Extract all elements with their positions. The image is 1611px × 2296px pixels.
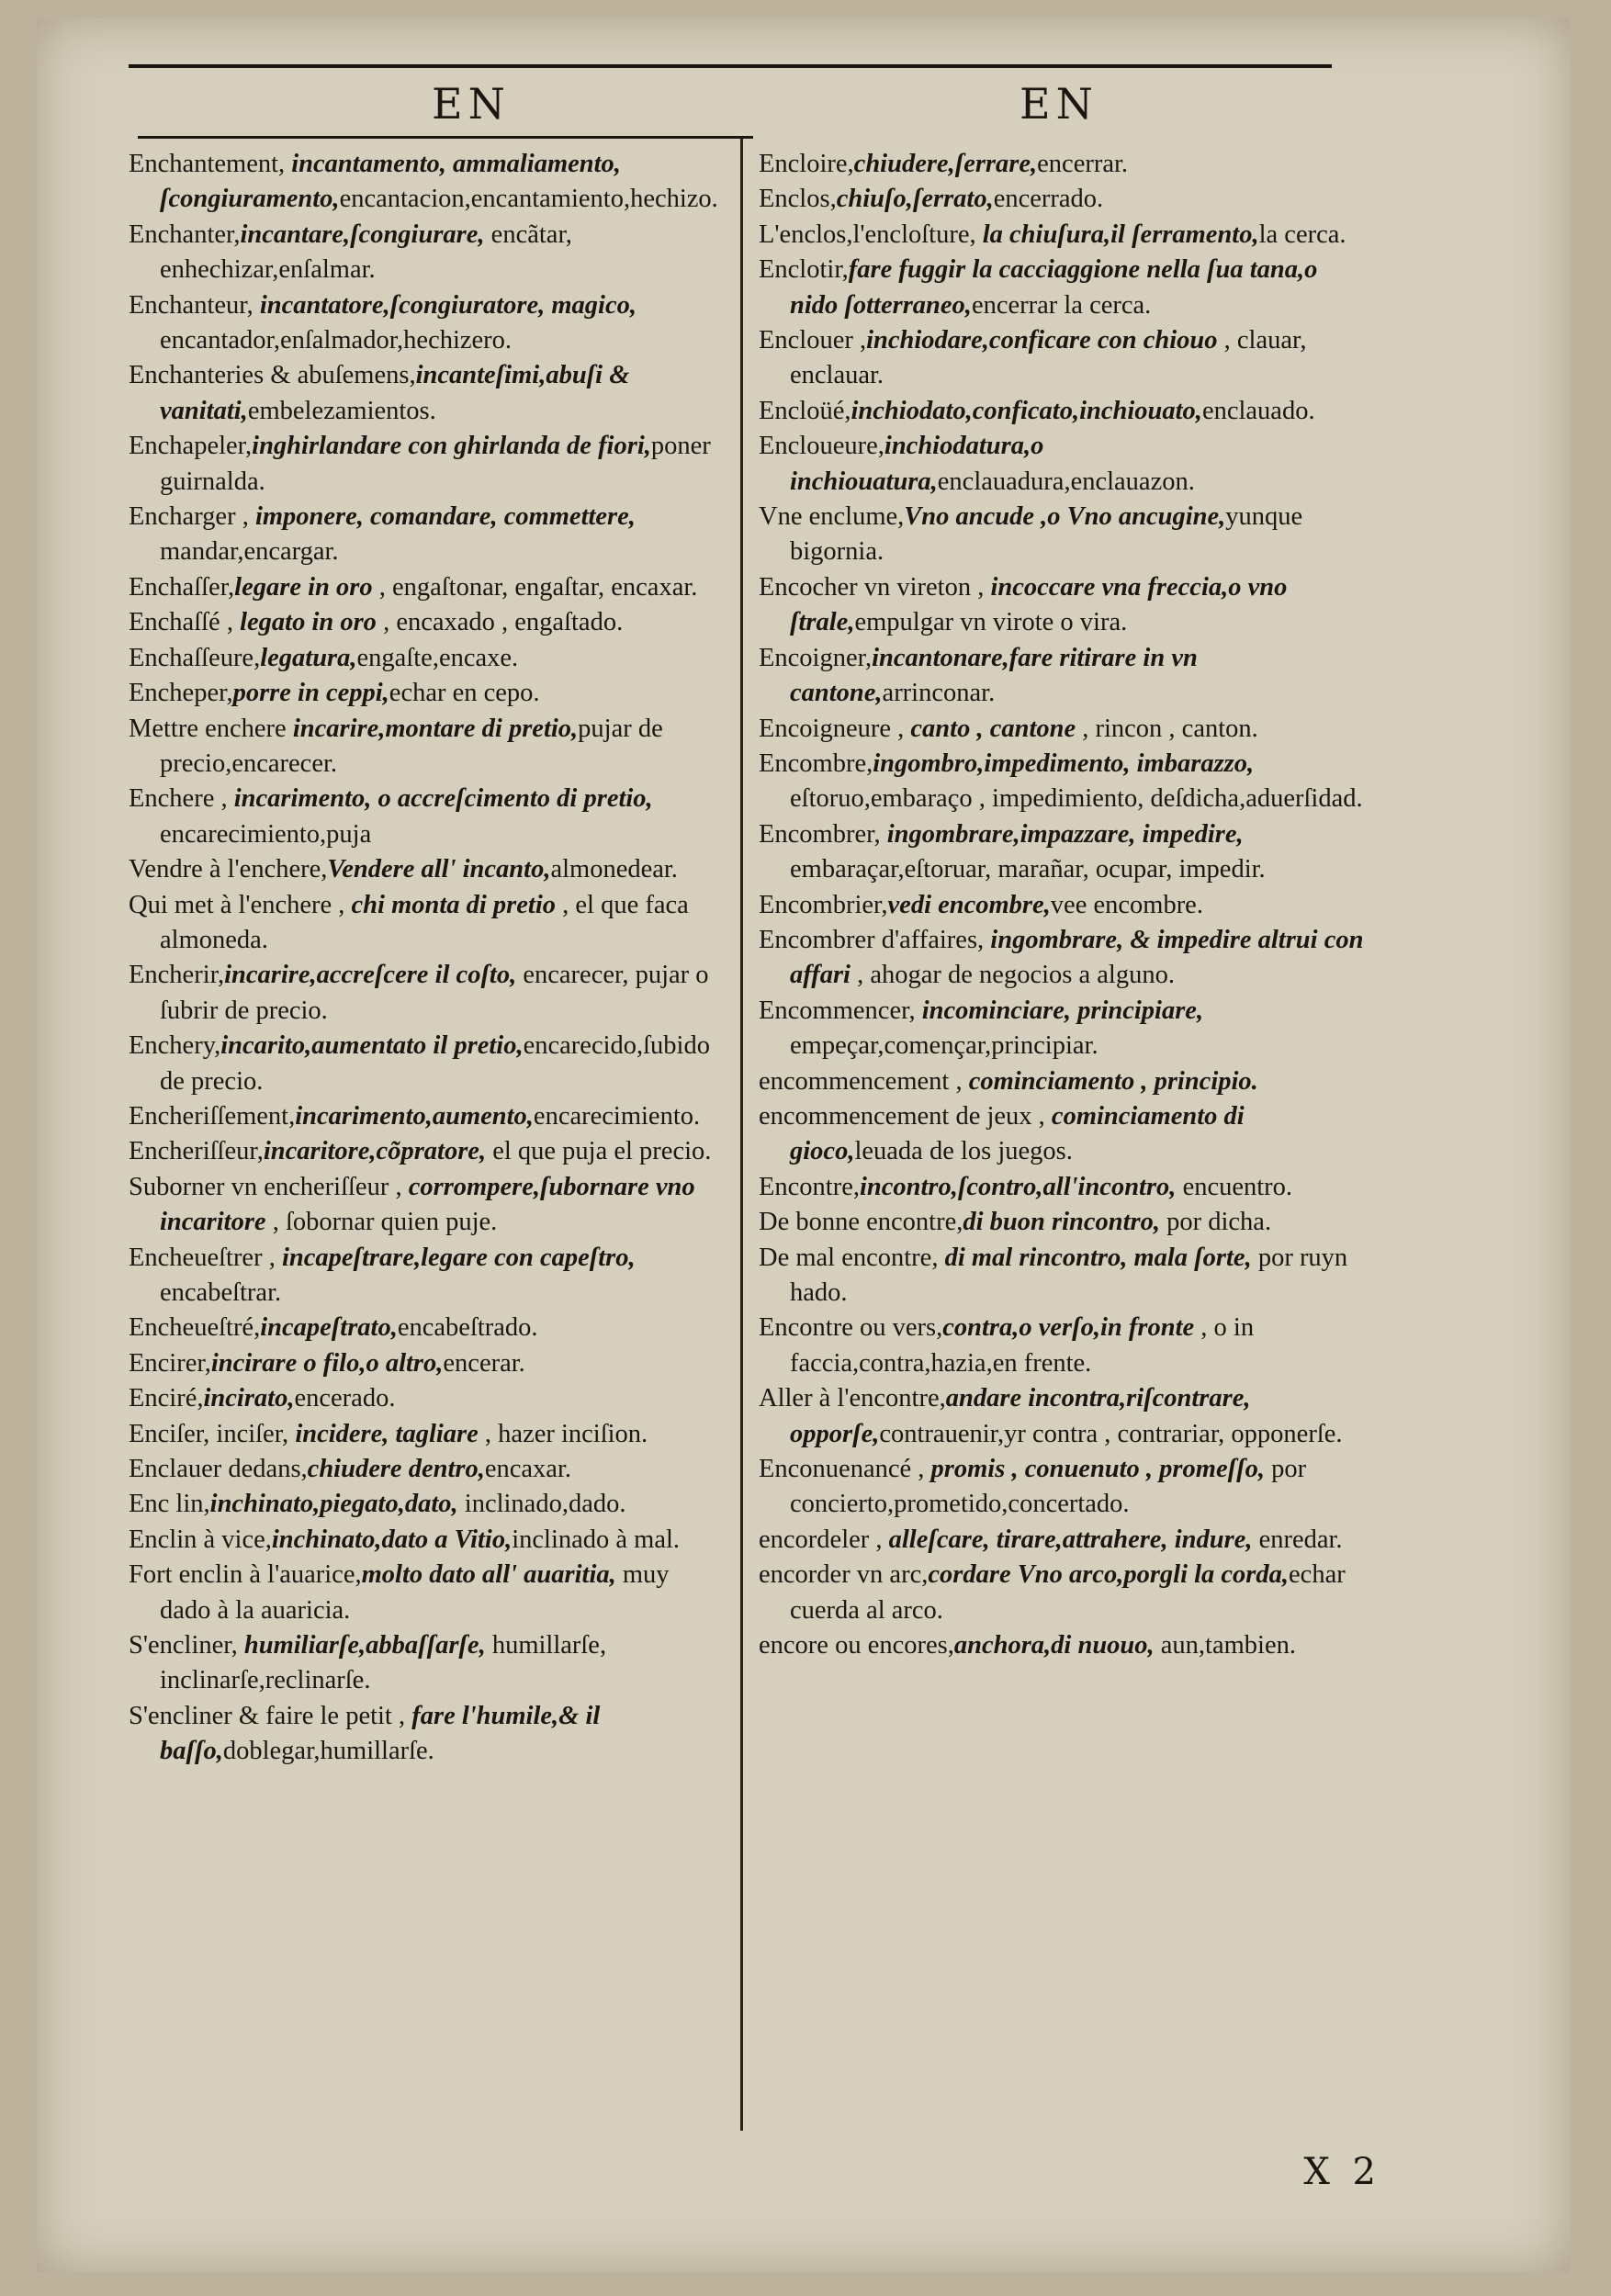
entry-headword: Enchanter, [129,219,241,249]
entry-spanish: , clauar, enclauar. [790,326,1307,390]
dictionary-entry [129,1099,726,1134]
entry-italian: canto , cantone [904,714,1076,743]
entry-italian: inchiodatura,o inchiouatura, [790,432,1044,496]
entry-headword: Encontre ou vers, [759,1313,943,1343]
entry-spanish: mandar,encargar. [160,537,339,567]
dictionary-entry [129,641,726,676]
entry-italian: incaritore,cõpratore, [263,1137,487,1166]
dictionary-entry [129,218,726,288]
dictionary-entry [759,747,1365,817]
entry-headword: encordeler , [759,1525,883,1554]
entry-spanish: contrauenir,yr contra , contrariar, opponerſe. [879,1419,1343,1448]
entry-headword: Encommencer, [759,996,916,1025]
entry-headword: Fort enclin à l'auarice, [129,1560,362,1590]
entry-headword: Encheriſſement, [129,1101,296,1131]
dictionary-entry [129,570,726,605]
dictionary-entry [129,852,726,887]
entry-headword: Encombrier, [759,890,888,919]
dictionary-entry [759,429,1365,500]
entry-italian: inghirlandare con ghirlanda de fiori, [252,432,651,461]
dictionary-entry [129,500,726,570]
entry-spanish: encarecimiento,puja [160,819,372,849]
entry-headword: Enchanteur, [129,290,253,320]
entry-italian: inchinato,dato a Vitio, [271,1525,513,1554]
dictionary-entry [129,1452,726,1487]
right-column [759,147,1365,1663]
entry-headword: Encheueſtré, [129,1313,261,1343]
dictionary-entry [759,994,1365,1064]
entry-spanish: encarecimiento. [533,1101,701,1131]
entry-spanish: , hazer inciſion. [478,1419,648,1448]
dictionary-entry [759,1170,1365,1205]
dictionary-entry [129,147,726,218]
entry-italian: vedi encombre, [887,890,1051,919]
entry-spanish: empulgar vn virote o vira. [854,608,1128,637]
entry-headword: Encloüé, [759,396,851,425]
entry-spanish: inclinado à mal. [512,1525,681,1554]
dictionary-entry [759,394,1365,429]
dictionary-entry [759,923,1365,994]
dictionary-entry [129,782,726,852]
entry-italian: alleſcare, tirare,attrahere, indure, [882,1525,1253,1554]
entry-spanish: vee encombre. [1050,890,1203,919]
entry-spanish: , ahogar de negocios a alguno. [850,961,1175,990]
entry-spanish: doblegar,humillarſe. [222,1737,434,1766]
entry-headword: encore ou encores, [759,1631,954,1660]
entry-spanish: pujar de precio,encarecer. [160,714,663,778]
entry-italian: incantamento, ammaliamento, ſcongiuramento, [160,150,621,214]
entry-headword: Encheueſtrer , [129,1243,276,1272]
dictionary-entry [759,641,1365,712]
entry-spanish: poner guirnalda. [160,432,711,496]
entry-headword: Enc lin, [129,1490,210,1519]
entry-spanish: encerar. [443,1348,525,1378]
entry-headword: Encombrer, [759,819,881,849]
entry-headword: Enchere , [129,784,228,814]
entry-italian: chi monta di pretio [344,890,557,919]
entry-spanish: encerado. [294,1384,396,1413]
dictionary-entry [759,1241,1365,1311]
entry-spanish: empeçar,començar,principiar. [790,1031,1098,1061]
entry-spanish: enclauado. [1201,396,1315,425]
dictionary-entry [759,1523,1365,1558]
top-rule [129,64,1332,68]
entry-spanish: por dicha. [1160,1208,1272,1237]
entry-spanish: eſtoruo,embaraço , impedimiento, deſdicha,aduerſidad. [790,784,1363,814]
entry-spanish: encabeſtrado. [397,1313,538,1343]
left-column [129,147,726,1770]
entry-headword: Enconuenancé , [759,1455,925,1484]
entry-headword: Enchanteries & abuſemens, [129,361,416,390]
entry-italian: chiudere,ſerrare, [853,150,1038,178]
entry-headword: Vne enclume, [759,502,905,532]
entry-italian: fare fuggir la cacciaggione nella ſua tana,o nido ſotterraneo, [790,255,1318,320]
dictionary-entry [129,288,726,359]
entry-spanish: embelezamientos. [247,396,436,425]
entry-spanish: encantacion,encantamiento,hechizo. [339,185,718,214]
entry-headword: Enciſer, inciſer, [129,1419,289,1448]
dictionary-entry [759,1099,1365,1170]
entry-headword: Enclos, [759,185,837,214]
entry-spanish: encarecer, pujar o ſubrir de precio. [160,961,709,1025]
dictionary-entry [759,817,1365,888]
entry-headword: S'encliner & faire le petit , [129,1701,406,1730]
entry-spanish: encãtar, enhechizar,enſalmar. [160,219,572,285]
entry-spanish: por ruyn hado. [790,1243,1348,1307]
entry-italian: incarimento,aumento, [295,1101,534,1131]
entry-headword: Encheriſſeur, [129,1137,264,1166]
entry-headword: Encirer, [129,1348,211,1378]
dictionary-entry [759,147,1365,182]
entry-headword: encorder vn arc, [759,1560,929,1590]
entry-spanish: , el que faca almoneda. [160,890,689,954]
entry-italian: incidere, tagliare [288,1419,479,1448]
entry-spanish: , rincon , canton. [1076,714,1258,743]
dictionary-entry [759,1381,1365,1452]
entry-italian: incanteſimi,abuſi & vanitati, [160,361,630,425]
entry-headword: Encombre, [759,748,873,778]
entry-headword: Suborner vn encheriſſeur , [129,1172,402,1201]
entry-spanish: enclauadura,enclauazon. [937,467,1195,496]
entry-spanish: , encaxado , engaſtado. [376,608,624,637]
entry-italian: ingombrare,impazzare, impedire, [880,819,1244,849]
entry-headword: Enchaſſeure, [129,643,261,672]
entry-headword: De mal encontre, [759,1243,939,1272]
entry-headword: Enclin à vice, [129,1525,272,1554]
entry-italian: imponere, comandare, commettere, [248,502,636,532]
entry-spanish: encuentro. [1176,1172,1293,1201]
entry-italian: incontro,ſcontro,all'incontro, [860,1172,1177,1201]
entry-headword: Encloueure, [759,432,884,461]
entry-spanish: echar en cepo. [389,679,540,708]
entry-italian: incarire,montare di pretio, [292,714,579,743]
dictionary-entry [759,500,1365,570]
entry-spanish: encerrar. [1037,150,1129,178]
entry-spanish: aun,tambien. [1154,1631,1296,1660]
entry-headword: Enchapeler, [129,432,253,461]
entry-headword: Encoigner, [759,643,873,672]
dictionary-entry [129,1311,726,1345]
entry-headword: Encloire, [759,150,854,178]
dictionary-entry [129,888,726,959]
entry-spanish: yunque bigornia. [790,502,1303,567]
entry-italian: incirato, [203,1384,295,1413]
dictionary-entry [129,358,726,429]
entry-spanish: la cerca. [1258,219,1346,249]
entry-italian: ingombrare, & impedire altrui con affari [790,925,1364,990]
dictionary-entry [129,1134,726,1169]
dictionary-entry [129,1346,726,1381]
dictionary-entry [129,1628,726,1699]
entry-italian: legare in oro [234,572,373,602]
dictionary-entry [759,1558,1365,1628]
entry-spanish: engaſte,encaxe. [356,643,519,672]
entry-italian: incarire,accreſcere il coſto, [224,961,517,990]
dictionary-entry [759,323,1365,394]
entry-italian: di mal rincontro, mala ſorte, [938,1243,1252,1272]
entry-spanish: encabeſtrar. [160,1278,282,1307]
entry-italian: ingombro,impedimento, imbarazzo, [873,748,1255,778]
entry-italian: incantatore,ſcongiuratore, magico, [253,290,637,320]
entry-spanish: encarecido,ſubido de precio. [160,1031,710,1096]
dictionary-entry [759,570,1365,641]
entry-headword: Encharger , [129,502,249,532]
entry-spanish: por concierto,prometido,concertado. [790,1455,1307,1519]
entry-italian: anchora,di nuouo, [953,1631,1155,1660]
entry-spanish: , o in faccia,contra,hazia,en frente. [790,1313,1255,1378]
dictionary-entry [129,1417,726,1452]
dictionary-entry [129,1241,726,1311]
entry-headword: Enclauer dedans, [129,1455,308,1484]
entry-italian: legato in oro [232,608,377,637]
entry-italian: incantare,ſcongiurare, [240,219,485,249]
entry-italian: humiliarſe,abbaſſarſe, [237,1631,486,1660]
entry-headword: De bonne encontre, [759,1208,963,1237]
entry-italian: incapeſtrato, [260,1313,398,1343]
entry-spanish: muy dado à la auaricia. [160,1560,670,1625]
entry-headword: Encontre, [759,1172,860,1201]
column-divider [740,138,743,2131]
entry-spanish: echar cuerda al arco. [790,1560,1346,1625]
entry-headword: Encherir, [129,961,225,990]
dictionary-entry [129,712,726,782]
entry-headword: Encocher vn vireton , [759,572,985,602]
entry-italian: la chiuſura,il ſerramento, [975,219,1259,249]
entry-headword: encommencement , [759,1066,963,1096]
entry-italian: molto dato all' auaritia, [361,1560,616,1590]
dictionary-entry [759,182,1365,217]
running-head-right: EN [1020,79,1098,129]
dictionary-entry [129,676,726,711]
dictionary-entry [129,1170,726,1241]
entry-italian: incapeſtrare,legare con capeſtro, [275,1243,636,1272]
entry-spanish: encerrar la cerca. [971,290,1152,320]
entry-headword: L'enclos,l'encloſture, [759,219,976,249]
entry-spanish: embaraçar,eſtoruar, marañar, ocupar, impedir. [790,855,1266,884]
dictionary-entry [759,1064,1365,1099]
entry-headword: Encheper, [129,679,233,708]
entry-spanish: humillarſe, inclinarſe,reclinarſe. [160,1631,607,1695]
entry-headword: Mettre enchere [129,714,293,743]
entry-headword: Encombrer d'affaires, [759,925,985,954]
entry-italian: contra,o verſo,in fronte [942,1313,1195,1343]
entry-spanish: el que puja el precio. [486,1137,712,1166]
entry-spanish: arrinconar. [882,679,996,708]
entry-italian: promis , conuenuto , promeſſo, [924,1455,1265,1484]
entry-italian: inchinato,piegato,dato, [209,1490,458,1519]
entry-italian: di buon rincontro, [963,1208,1160,1237]
dictionary-entry [759,1452,1365,1523]
header-rule [138,136,753,139]
dictionary-entry [759,888,1365,923]
entry-headword: S'encliner, [129,1631,238,1660]
entry-headword: Encoigneure , [759,714,905,743]
dictionary-entry [759,218,1365,253]
dictionary-entry [759,1311,1365,1381]
dictionary-entry [129,958,726,1029]
entry-spanish: inclinado,dado. [457,1490,626,1519]
entry-headword: Enclouer , [759,326,867,355]
entry-spanish: encerrado. [993,185,1104,214]
dictionary-entry [129,1699,726,1770]
entry-headword: Vendre à l'enchere, [129,855,328,884]
entry-italian: inchiodare,conficare con chiouo [866,326,1218,355]
entry-spanish: enredar. [1252,1525,1343,1554]
entry-spanish: almonedear. [550,855,678,884]
entry-italian: incarimento, o accreſcimento di pretio, [227,784,653,814]
dictionary-entry [129,1558,726,1628]
entry-italian: incominciare, principiare, [915,996,1204,1025]
dictionary-entry [759,253,1365,323]
entry-italian: cordare Vno arco,porgli la corda, [928,1560,1290,1590]
entry-headword: Enclotir, [759,255,849,285]
dictionary-entry [759,712,1365,747]
entry-spanish: , engaſtonar, engaſtar, encaxar. [372,572,698,602]
entry-headword: encommencement de jeux , [759,1101,1045,1131]
entry-headword: Enchaſſé , [129,608,233,637]
entry-headword: Enciré, [129,1384,204,1413]
entry-headword: Aller à l'encontre, [759,1384,946,1413]
dictionary-entry [129,605,726,640]
entry-italian: corrompere,ſubornare vno incaritore [160,1172,695,1237]
entry-italian: incoccare vna freccia,o vno ſtrale, [790,572,1288,637]
entry-headword: Enchantement, [129,150,286,178]
dictionary-entry [129,1523,726,1558]
entry-italian: cominciamento , principio. [962,1066,1258,1096]
entry-italian: andare incontra,riſcontrare, opporſe, [790,1384,1251,1448]
entry-italian: incirare o filo,o altro, [210,1348,444,1378]
signature-mark: X 2 [1303,2151,1381,2193]
entry-italian: inchiodato,conficato,inchiouato, [851,396,1202,425]
entry-headword: Enchaſſer, [129,572,235,602]
entry-italian: chiudere dentro, [307,1455,485,1484]
entry-italian: cominciamento di gioco, [790,1101,1245,1166]
dictionary-entry [759,1628,1365,1663]
entry-italian: Vendere all' incanto, [327,855,551,884]
running-head-left: EN [432,79,511,129]
entry-italian: porre in ceppi, [232,679,389,708]
dictionary-entry [129,429,726,500]
dictionary-entry [129,1381,726,1416]
entry-italian: Vno ancude ,o Vno ancugine, [904,502,1226,532]
entry-italian: fare l'humile,& il baſſo, [160,1701,601,1766]
entry-italian: incarito,aumentato il pretio, [220,1031,524,1061]
dictionary-entry [759,1205,1365,1240]
dictionary-entry [129,1487,726,1522]
entry-spanish: leuada de los juegos. [854,1137,1073,1166]
entry-headword: Qui met à l'enchere , [129,890,345,919]
entry-italian: legatura, [260,643,357,672]
entry-spanish: encaxar. [484,1455,571,1484]
entry-spanish: , ſobornar quien puje. [265,1208,498,1237]
dictionary-entry [129,1029,726,1099]
entry-spanish: encantador,enſalmador,hechizero. [160,326,513,355]
entry-italian: chiuſo,ſerrato, [836,185,994,214]
entry-italian: incantonare,fare ritirare in vn cantone, [790,643,1198,708]
entry-headword: Enchery, [129,1031,221,1061]
